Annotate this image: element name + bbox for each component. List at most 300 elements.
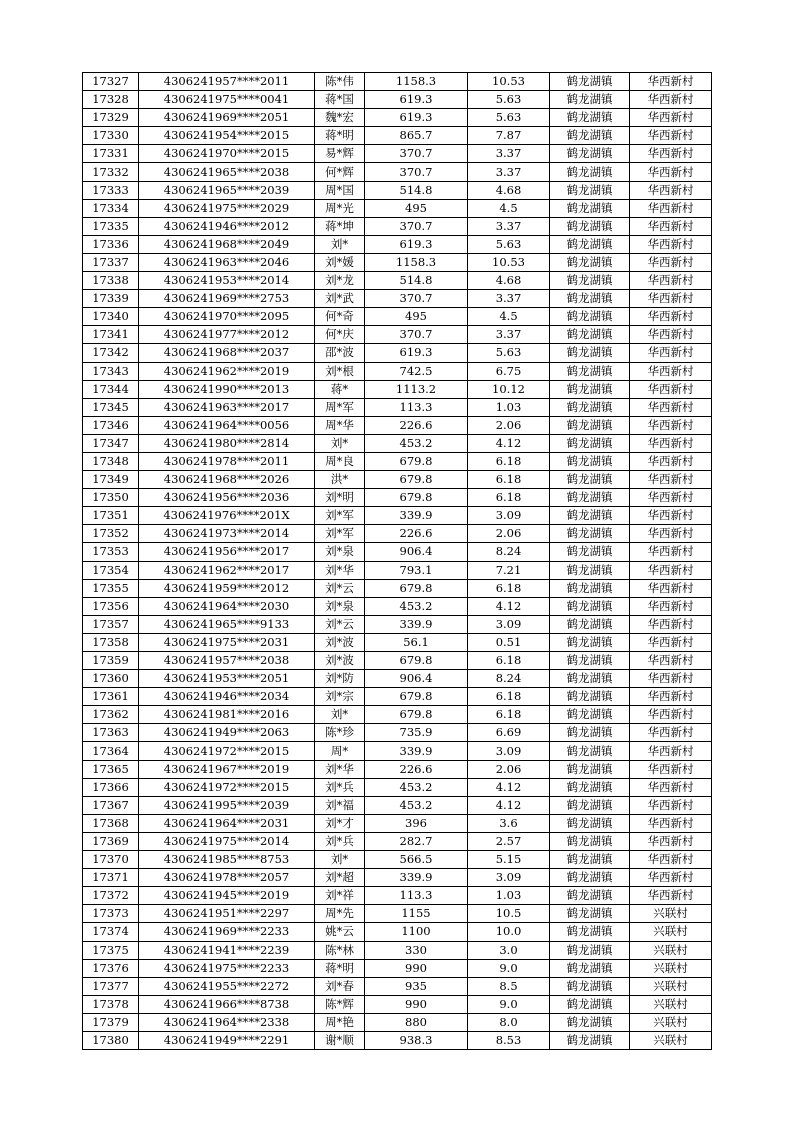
area-cell: 8.24: [468, 670, 550, 688]
name-cell: 蒋*国: [315, 91, 365, 109]
town-cell: 鹤龙湖镇: [550, 652, 630, 670]
area-cell: 3.09: [468, 869, 550, 887]
id-number-cell: 4306241964****2031: [139, 814, 315, 832]
amount-cell: 339.9: [365, 869, 468, 887]
amount-cell: 679.8: [365, 706, 468, 724]
row-number-cell: 17352: [83, 525, 139, 543]
table-row: [83, 851, 712, 869]
table-row: [83, 380, 712, 398]
village-cell: 华西新村: [630, 688, 712, 706]
area-cell: 6.18: [468, 489, 550, 507]
area-cell: 6.18: [468, 652, 550, 670]
town-cell: 鹤龙湖镇: [550, 163, 630, 181]
amount-cell: 935: [365, 977, 468, 995]
area-cell: 0.51: [468, 633, 550, 651]
row-number-cell: 17338: [83, 272, 139, 290]
village-cell: 华西新村: [630, 308, 712, 326]
town-cell: 鹤龙湖镇: [550, 742, 630, 760]
name-cell: 何*庆: [315, 326, 365, 344]
amount-cell: 1158.3: [365, 253, 468, 271]
area-cell: 6.18: [468, 688, 550, 706]
id-number-cell: 4306241975****0041: [139, 91, 315, 109]
id-number-cell: 4306241963****2046: [139, 253, 315, 271]
id-number-cell: 4306241972****2015: [139, 742, 315, 760]
area-cell: 2.57: [468, 832, 550, 850]
village-cell: 兴联村: [630, 1031, 712, 1049]
amount-cell: 113.3: [365, 398, 468, 416]
row-number-cell: 17333: [83, 181, 139, 199]
name-cell: 刘*宗: [315, 688, 365, 706]
amount-cell: 865.7: [365, 127, 468, 145]
id-number-cell: 4306241946****2034: [139, 688, 315, 706]
village-cell: 华西新村: [630, 199, 712, 217]
area-cell: 4.5: [468, 308, 550, 326]
table-row: [83, 796, 712, 814]
town-cell: 鹤龙湖镇: [550, 253, 630, 271]
data-table: [82, 72, 712, 1050]
table-row: [83, 272, 712, 290]
area-cell: 6.18: [468, 471, 550, 489]
name-cell: 刘*超: [315, 869, 365, 887]
table-row: [83, 181, 712, 199]
name-cell: 周*军: [315, 398, 365, 416]
name-cell: 陈*辉: [315, 995, 365, 1013]
table-row: [83, 452, 712, 470]
town-cell: 鹤龙湖镇: [550, 452, 630, 470]
area-cell: 6.18: [468, 579, 550, 597]
village-cell: 华西新村: [630, 163, 712, 181]
table-row: [83, 1031, 712, 1049]
town-cell: 鹤龙湖镇: [550, 73, 630, 91]
name-cell: 刘*军: [315, 507, 365, 525]
amount-cell: 370.7: [365, 290, 468, 308]
area-cell: 6.18: [468, 452, 550, 470]
town-cell: 鹤龙湖镇: [550, 760, 630, 778]
row-number-cell: 17351: [83, 507, 139, 525]
table-row: [83, 127, 712, 145]
row-number-cell: 17371: [83, 869, 139, 887]
town-cell: 鹤龙湖镇: [550, 561, 630, 579]
village-cell: 华西新村: [630, 887, 712, 905]
area-cell: 3.37: [468, 290, 550, 308]
id-number-cell: 4306241969****2233: [139, 923, 315, 941]
name-cell: 刘*春: [315, 977, 365, 995]
amount-cell: 619.3: [365, 235, 468, 253]
row-number-cell: 17370: [83, 851, 139, 869]
id-number-cell: 4306241972****2015: [139, 778, 315, 796]
village-cell: 华西新村: [630, 633, 712, 651]
area-cell: 5.15: [468, 851, 550, 869]
town-cell: 鹤龙湖镇: [550, 344, 630, 362]
row-number-cell: 17334: [83, 199, 139, 217]
table-row: [83, 652, 712, 670]
area-cell: 5.63: [468, 109, 550, 127]
name-cell: 周*先: [315, 905, 365, 923]
town-cell: 鹤龙湖镇: [550, 525, 630, 543]
row-number-cell: 17365: [83, 760, 139, 778]
town-cell: 鹤龙湖镇: [550, 217, 630, 235]
name-cell: 刘*媛: [315, 253, 365, 271]
name-cell: 蒋*: [315, 380, 365, 398]
table-row: [83, 778, 712, 796]
town-cell: 鹤龙湖镇: [550, 398, 630, 416]
id-number-cell: 4306241941****2239: [139, 941, 315, 959]
area-cell: 5.63: [468, 91, 550, 109]
table-row: [83, 905, 712, 923]
id-number-cell: 4306241975****2233: [139, 959, 315, 977]
village-cell: 华西新村: [630, 380, 712, 398]
area-cell: 7.87: [468, 127, 550, 145]
area-cell: 3.37: [468, 326, 550, 344]
row-number-cell: 17341: [83, 326, 139, 344]
amount-cell: 735.9: [365, 724, 468, 742]
amount-cell: 453.2: [365, 597, 468, 615]
village-cell: 华西新村: [630, 471, 712, 489]
table-row: [83, 615, 712, 633]
row-number-cell: 17378: [83, 995, 139, 1013]
amount-cell: 514.8: [365, 272, 468, 290]
name-cell: 刘*波: [315, 652, 365, 670]
village-cell: 华西新村: [630, 814, 712, 832]
village-cell: 华西新村: [630, 869, 712, 887]
row-number-cell: 17357: [83, 615, 139, 633]
row-number-cell: 17362: [83, 706, 139, 724]
village-cell: 华西新村: [630, 290, 712, 308]
town-cell: 鹤龙湖镇: [550, 362, 630, 380]
name-cell: 周*光: [315, 199, 365, 217]
amount-cell: 679.8: [365, 652, 468, 670]
village-cell: 华西新村: [630, 452, 712, 470]
amount-cell: 495: [365, 199, 468, 217]
table-row: [83, 145, 712, 163]
village-cell: 华西新村: [630, 217, 712, 235]
area-cell: 3.09: [468, 615, 550, 633]
area-cell: 4.12: [468, 778, 550, 796]
area-cell: 10.12: [468, 380, 550, 398]
row-number-cell: 17377: [83, 977, 139, 995]
row-number-cell: 17344: [83, 380, 139, 398]
area-cell: 6.69: [468, 724, 550, 742]
name-cell: 魏*宏: [315, 109, 365, 127]
amount-cell: 679.8: [365, 452, 468, 470]
amount-cell: 619.3: [365, 91, 468, 109]
id-number-cell: 4306241956****2017: [139, 543, 315, 561]
name-cell: 刘*: [315, 851, 365, 869]
row-number-cell: 17366: [83, 778, 139, 796]
table-row: [83, 832, 712, 850]
area-cell: 6.75: [468, 362, 550, 380]
id-number-cell: 4306241970****2015: [139, 145, 315, 163]
row-number-cell: 17363: [83, 724, 139, 742]
amount-cell: 679.8: [365, 579, 468, 597]
amount-cell: 330: [365, 941, 468, 959]
id-number-cell: 4306241965****2038: [139, 163, 315, 181]
village-cell: 华西新村: [630, 561, 712, 579]
name-cell: 何*奇: [315, 308, 365, 326]
id-number-cell: 4306241954****2015: [139, 127, 315, 145]
town-cell: 鹤龙湖镇: [550, 1013, 630, 1031]
amount-cell: 906.4: [365, 670, 468, 688]
id-number-cell: 4306241951****2297: [139, 905, 315, 923]
name-cell: 何*辉: [315, 163, 365, 181]
town-cell: 鹤龙湖镇: [550, 724, 630, 742]
id-number-cell: 4306241968****2049: [139, 235, 315, 253]
table-row: [83, 507, 712, 525]
row-number-cell: 17372: [83, 887, 139, 905]
town-cell: 鹤龙湖镇: [550, 434, 630, 452]
town-cell: 鹤龙湖镇: [550, 272, 630, 290]
name-cell: 刘*才: [315, 814, 365, 832]
id-number-cell: 4306241973****2014: [139, 525, 315, 543]
id-number-cell: 4306241975****2031: [139, 633, 315, 651]
row-number-cell: 17332: [83, 163, 139, 181]
area-cell: 8.24: [468, 543, 550, 561]
amount-cell: 1113.2: [365, 380, 468, 398]
amount-cell: 880: [365, 1013, 468, 1031]
table-body: [83, 73, 712, 1050]
area-cell: 4.5: [468, 199, 550, 217]
town-cell: 鹤龙湖镇: [550, 995, 630, 1013]
name-cell: 刘*华: [315, 760, 365, 778]
id-number-cell: 4306241957****2038: [139, 652, 315, 670]
id-number-cell: 4306241946****2012: [139, 217, 315, 235]
village-cell: 华西新村: [630, 253, 712, 271]
name-cell: 洪*: [315, 471, 365, 489]
amount-cell: 495: [365, 308, 468, 326]
name-cell: 周*华: [315, 416, 365, 434]
id-number-cell: 4306241968****2026: [139, 471, 315, 489]
row-number-cell: 17356: [83, 597, 139, 615]
id-number-cell: 4306241978****2011: [139, 452, 315, 470]
table-row: [83, 887, 712, 905]
village-cell: 华西新村: [630, 489, 712, 507]
table-row: [83, 688, 712, 706]
id-number-cell: 4306241981****2016: [139, 706, 315, 724]
id-number-cell: 4306241978****2057: [139, 869, 315, 887]
amount-cell: 1100: [365, 923, 468, 941]
town-cell: 鹤龙湖镇: [550, 416, 630, 434]
town-cell: 鹤龙湖镇: [550, 633, 630, 651]
village-cell: 华西新村: [630, 145, 712, 163]
table-row: [83, 760, 712, 778]
row-number-cell: 17364: [83, 742, 139, 760]
amount-cell: 679.8: [365, 489, 468, 507]
village-cell: 华西新村: [630, 851, 712, 869]
amount-cell: 226.6: [365, 525, 468, 543]
area-cell: 2.06: [468, 525, 550, 543]
amount-cell: 282.7: [365, 832, 468, 850]
village-cell: 华西新村: [630, 109, 712, 127]
amount-cell: 370.7: [365, 163, 468, 181]
id-number-cell: 4306241949****2063: [139, 724, 315, 742]
amount-cell: 793.1: [365, 561, 468, 579]
village-cell: 华西新村: [630, 416, 712, 434]
name-cell: 姚*云: [315, 923, 365, 941]
table-row: [83, 235, 712, 253]
name-cell: 刘*祥: [315, 887, 365, 905]
area-cell: 9.0: [468, 959, 550, 977]
table-row: [83, 290, 712, 308]
row-number-cell: 17379: [83, 1013, 139, 1031]
town-cell: 鹤龙湖镇: [550, 326, 630, 344]
town-cell: 鹤龙湖镇: [550, 543, 630, 561]
table-row: [83, 308, 712, 326]
town-cell: 鹤龙湖镇: [550, 199, 630, 217]
row-number-cell: 17337: [83, 253, 139, 271]
table-row: [83, 434, 712, 452]
area-cell: 10.53: [468, 73, 550, 91]
id-number-cell: 4306241956****2036: [139, 489, 315, 507]
table-row: [83, 977, 712, 995]
name-cell: 陈*林: [315, 941, 365, 959]
name-cell: 刘*: [315, 434, 365, 452]
table-row: [83, 73, 712, 91]
row-number-cell: 17328: [83, 91, 139, 109]
table-row: [83, 489, 712, 507]
name-cell: 刘*武: [315, 290, 365, 308]
row-number-cell: 17358: [83, 633, 139, 651]
row-number-cell: 17360: [83, 670, 139, 688]
amount-cell: 619.3: [365, 344, 468, 362]
town-cell: 鹤龙湖镇: [550, 941, 630, 959]
table-row: [83, 670, 712, 688]
village-cell: 华西新村: [630, 525, 712, 543]
village-cell: 华西新村: [630, 344, 712, 362]
name-cell: 蒋*明: [315, 959, 365, 977]
village-cell: 兴联村: [630, 959, 712, 977]
row-number-cell: 17347: [83, 434, 139, 452]
area-cell: 1.03: [468, 887, 550, 905]
row-number-cell: 17340: [83, 308, 139, 326]
town-cell: 鹤龙湖镇: [550, 597, 630, 615]
name-cell: 陈*珍: [315, 724, 365, 742]
town-cell: 鹤龙湖镇: [550, 290, 630, 308]
area-cell: 5.63: [468, 235, 550, 253]
town-cell: 鹤龙湖镇: [550, 977, 630, 995]
id-number-cell: 4306241967****2019: [139, 760, 315, 778]
village-cell: 兴联村: [630, 977, 712, 995]
amount-cell: 938.3: [365, 1031, 468, 1049]
village-cell: 华西新村: [630, 434, 712, 452]
amount-cell: 742.5: [365, 362, 468, 380]
area-cell: 7.21: [468, 561, 550, 579]
amount-cell: 339.9: [365, 507, 468, 525]
town-cell: 鹤龙湖镇: [550, 905, 630, 923]
table-row: [83, 814, 712, 832]
area-cell: 5.63: [468, 344, 550, 362]
id-number-cell: 4306241959****2012: [139, 579, 315, 597]
row-number-cell: 17342: [83, 344, 139, 362]
name-cell: 周*国: [315, 181, 365, 199]
village-cell: 华西新村: [630, 73, 712, 91]
town-cell: 鹤龙湖镇: [550, 851, 630, 869]
name-cell: 易*辉: [315, 145, 365, 163]
table-row: [83, 471, 712, 489]
town-cell: 鹤龙湖镇: [550, 579, 630, 597]
row-number-cell: 17327: [83, 73, 139, 91]
area-cell: 4.12: [468, 597, 550, 615]
table-row: [83, 579, 712, 597]
row-number-cell: 17353: [83, 543, 139, 561]
amount-cell: 679.8: [365, 688, 468, 706]
village-cell: 华西新村: [630, 579, 712, 597]
village-cell: 华西新村: [630, 398, 712, 416]
amount-cell: 339.9: [365, 615, 468, 633]
amount-cell: 619.3: [365, 109, 468, 127]
row-number-cell: 17368: [83, 814, 139, 832]
row-number-cell: 17361: [83, 688, 139, 706]
town-cell: 鹤龙湖镇: [550, 923, 630, 941]
name-cell: 刘*泉: [315, 597, 365, 615]
area-cell: 3.09: [468, 742, 550, 760]
amount-cell: 56.1: [365, 633, 468, 651]
row-number-cell: 17369: [83, 832, 139, 850]
name-cell: 陈*伟: [315, 73, 365, 91]
area-cell: 4.68: [468, 272, 550, 290]
area-cell: 1.03: [468, 398, 550, 416]
name-cell: 刘*云: [315, 579, 365, 597]
table-row: [83, 362, 712, 380]
row-number-cell: 17346: [83, 416, 139, 434]
town-cell: 鹤龙湖镇: [550, 615, 630, 633]
row-number-cell: 17350: [83, 489, 139, 507]
name-cell: 刘*: [315, 706, 365, 724]
village-cell: 华西新村: [630, 272, 712, 290]
town-cell: 鹤龙湖镇: [550, 706, 630, 724]
name-cell: 刘*云: [315, 615, 365, 633]
table-row: [83, 724, 712, 742]
area-cell: 9.0: [468, 995, 550, 1013]
id-number-cell: 4306241953****2051: [139, 670, 315, 688]
table-row: [83, 398, 712, 416]
id-number-cell: 4306241977****2012: [139, 326, 315, 344]
id-number-cell: 4306241976****201X: [139, 507, 315, 525]
id-number-cell: 4306241962****2017: [139, 561, 315, 579]
village-cell: 兴联村: [630, 995, 712, 1013]
town-cell: 鹤龙湖镇: [550, 778, 630, 796]
id-number-cell: 4306241953****2014: [139, 272, 315, 290]
amount-cell: 990: [365, 959, 468, 977]
id-number-cell: 4306241968****2037: [139, 344, 315, 362]
amount-cell: 396: [365, 814, 468, 832]
town-cell: 鹤龙湖镇: [550, 688, 630, 706]
area-cell: 3.37: [468, 163, 550, 181]
amount-cell: 453.2: [365, 796, 468, 814]
name-cell: 刘*泉: [315, 543, 365, 561]
row-number-cell: 17355: [83, 579, 139, 597]
row-number-cell: 17348: [83, 452, 139, 470]
village-cell: 华西新村: [630, 832, 712, 850]
town-cell: 鹤龙湖镇: [550, 507, 630, 525]
area-cell: 3.37: [468, 217, 550, 235]
id-number-cell: 4306241949****2291: [139, 1031, 315, 1049]
table-row: [83, 597, 712, 615]
village-cell: 华西新村: [630, 778, 712, 796]
row-number-cell: 17343: [83, 362, 139, 380]
amount-cell: 339.9: [365, 742, 468, 760]
area-cell: 3.37: [468, 145, 550, 163]
name-cell: 蒋*坤: [315, 217, 365, 235]
village-cell: 兴联村: [630, 1013, 712, 1031]
row-number-cell: 17331: [83, 145, 139, 163]
name-cell: 刘*兵: [315, 778, 365, 796]
name-cell: 刘*军: [315, 525, 365, 543]
area-cell: 6.18: [468, 706, 550, 724]
id-number-cell: 4306241970****2095: [139, 308, 315, 326]
id-number-cell: 4306241964****2338: [139, 1013, 315, 1031]
village-cell: 兴联村: [630, 923, 712, 941]
name-cell: 刘*波: [315, 633, 365, 651]
